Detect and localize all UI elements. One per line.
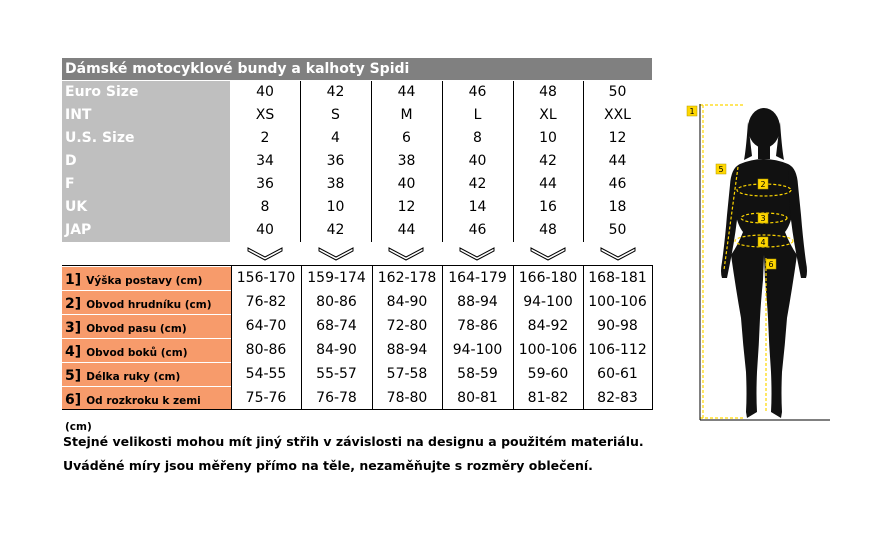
measurement-cell: 100-106 (518, 342, 578, 358)
marker-1 (687, 106, 697, 116)
chevron-down-icon (601, 248, 635, 260)
measurement-number: 3] (65, 320, 82, 336)
conversion-cell: 42 (326, 84, 345, 100)
conversion-row-label: INT (62, 104, 230, 127)
conversion-cell: 40 (256, 222, 274, 238)
measurement-number: 6] (65, 392, 82, 408)
conversion-cell: 44 (539, 176, 557, 192)
conversion-cell: 12 (608, 130, 627, 146)
conversion-row-label: D (62, 150, 230, 173)
conversion-row-label: Euro Size (62, 81, 230, 104)
conversion-cell: 40 (397, 176, 416, 192)
conversion-cell: 42 (539, 153, 557, 169)
marker-6 (766, 259, 776, 269)
conversion-cell: 42 (468, 176, 487, 192)
measurement-cell: 84-90 (386, 294, 428, 310)
svg-text:5: 5 (718, 165, 724, 174)
measurement-cell: 162-178 (377, 270, 437, 286)
measurement-cell: 156-170 (236, 270, 296, 286)
conversion-cell: 4 (331, 130, 340, 146)
svg-text:6: 6 (768, 260, 774, 269)
measurement-cell: 168-181 (588, 270, 647, 286)
conversion-cell: 46 (468, 222, 487, 238)
conversion-cell: 36 (326, 153, 345, 169)
conversion-cell: 2 (260, 130, 270, 146)
measurement-name: Výška postavy (cm) (86, 275, 203, 287)
measurement-cell: 82-83 (597, 390, 638, 406)
conversion-cell: 8 (473, 130, 482, 146)
svg-text:1: 1 (689, 107, 695, 116)
svg-text:2: 2 (760, 180, 766, 189)
measurement-cell: 100-106 (588, 294, 647, 310)
conversion-cell: 40 (468, 153, 487, 169)
measurement-cell: 78-86 (457, 318, 498, 334)
measurement-cell: 94-100 (523, 294, 573, 310)
measurement-cell: 166-180 (518, 270, 578, 286)
measurement-name: Délka ruky (cm) (86, 371, 181, 383)
chart-title: Dámské motocyklové bundy a kalhoty Spidi (62, 58, 652, 80)
conversion-cell: XS (255, 107, 275, 123)
conversion-cell: 44 (397, 222, 416, 238)
svg-text:4: 4 (760, 238, 766, 247)
conversion-row-label: UK (62, 196, 230, 219)
conversion-cell: 34 (256, 153, 274, 169)
measurement-cell: 64-70 (245, 318, 287, 334)
measurement-cell: 58-59 (457, 366, 498, 382)
measurement-cell: 159-174 (307, 270, 366, 286)
conversion-cell: 8 (260, 199, 270, 215)
conversion-cell: 36 (256, 176, 274, 192)
measurement-cell: 76-78 (316, 390, 357, 406)
conversion-cell: 46 (608, 176, 627, 192)
measurement-cell: 55-57 (316, 366, 357, 382)
measurement-number: 2] (65, 296, 82, 312)
conversion-row-label: U.S. Size (62, 127, 230, 150)
conversion-row-label: JAP (62, 219, 230, 242)
measurement-cell: 78-80 (386, 390, 428, 406)
measurement-cell: 106-112 (588, 342, 647, 358)
conversion-cell: 48 (539, 222, 557, 238)
measurement-cell: 81-82 (527, 390, 569, 406)
conversion-cell: 44 (397, 84, 416, 100)
chevron-down-icon (389, 248, 423, 260)
measurement-name: Obvod hrudníku (cm) (86, 299, 212, 311)
measurement-cell: 88-94 (386, 342, 428, 358)
conversion-cell: 14 (468, 199, 487, 215)
marker-4 (758, 237, 768, 247)
conversion-cell: 16 (539, 199, 557, 215)
chevron-down-icon (531, 248, 565, 260)
measurement-cell: 90-98 (597, 318, 638, 334)
conversion-cell: 46 (468, 84, 487, 100)
conversion-cell: S (331, 107, 340, 123)
measurement-cell: 94-100 (452, 342, 503, 358)
marker-5 (716, 164, 726, 174)
measurement-cell: 84-90 (316, 342, 357, 358)
conversion-cell: 48 (539, 84, 557, 100)
measurement-name: Obvod boků (cm) (86, 347, 188, 359)
svg-text:3: 3 (760, 214, 766, 223)
measurement-cell: 57-58 (386, 366, 428, 382)
note-line: Uváděné míry jsou měřeny přímo na těle, nezaměňujte s rozměry oblečení. (63, 458, 593, 473)
note-line: Stejné velikosti mohou mít jiný střih v závislosti na designu a použitém materiálu. (63, 434, 644, 449)
conversion-cell: M (400, 107, 413, 123)
measurement-name: Obvod pasu (cm) (86, 323, 187, 335)
conversion-cell: 12 (397, 199, 416, 215)
conversion-cell: 50 (608, 84, 627, 100)
measurement-cell: 54-55 (245, 366, 287, 382)
conversion-cell: 6 (402, 130, 411, 146)
conversion-row-label: F (62, 173, 230, 196)
measurement-cell: 60-61 (597, 366, 638, 382)
body-silhouette-icon (721, 108, 807, 418)
measurement-cell: 88-94 (457, 294, 498, 310)
conversion-cell: 10 (326, 199, 345, 215)
measurement-cell: 164-179 (448, 270, 507, 286)
conversion-cell: L (473, 107, 482, 123)
measurement-number: 4] (65, 344, 82, 360)
chevron-down-icon (460, 248, 494, 260)
measurement-cell: 76-82 (245, 294, 287, 310)
conversion-cell: 44 (608, 153, 627, 169)
measurement-cell: 72-80 (386, 318, 428, 334)
chevron-down-icon (319, 248, 353, 260)
measurement-name: Od rozkroku k zemi (cm) (65, 395, 201, 433)
chevron-down-icon (248, 248, 282, 260)
measurement-cell: 75-76 (245, 390, 287, 406)
conversion-cell: XXL (604, 107, 631, 123)
conversion-cell: 40 (256, 84, 274, 100)
marker-3 (758, 213, 768, 223)
conversion-cell: 38 (326, 176, 345, 192)
arrow-chevrons (248, 248, 635, 260)
measurement-cell: 68-74 (316, 318, 357, 334)
conversion-cell: 18 (608, 199, 627, 215)
conversion-cell: 50 (608, 222, 627, 238)
measurement-number: 5] (65, 368, 82, 384)
conversion-cell: 42 (326, 222, 345, 238)
conversion-cell: 38 (397, 153, 416, 169)
conversion-cell: 10 (539, 130, 557, 146)
measurement-cell: 84-92 (527, 318, 569, 334)
measurement-cell: 80-86 (245, 342, 287, 358)
measurement-cell: 80-81 (457, 390, 498, 406)
measurement-cell: 59-60 (527, 366, 569, 382)
conversion-cell: XL (539, 107, 557, 123)
marker-2 (758, 179, 768, 189)
measurement-number: 1] (65, 272, 82, 288)
measurement-cell: 80-86 (316, 294, 357, 310)
